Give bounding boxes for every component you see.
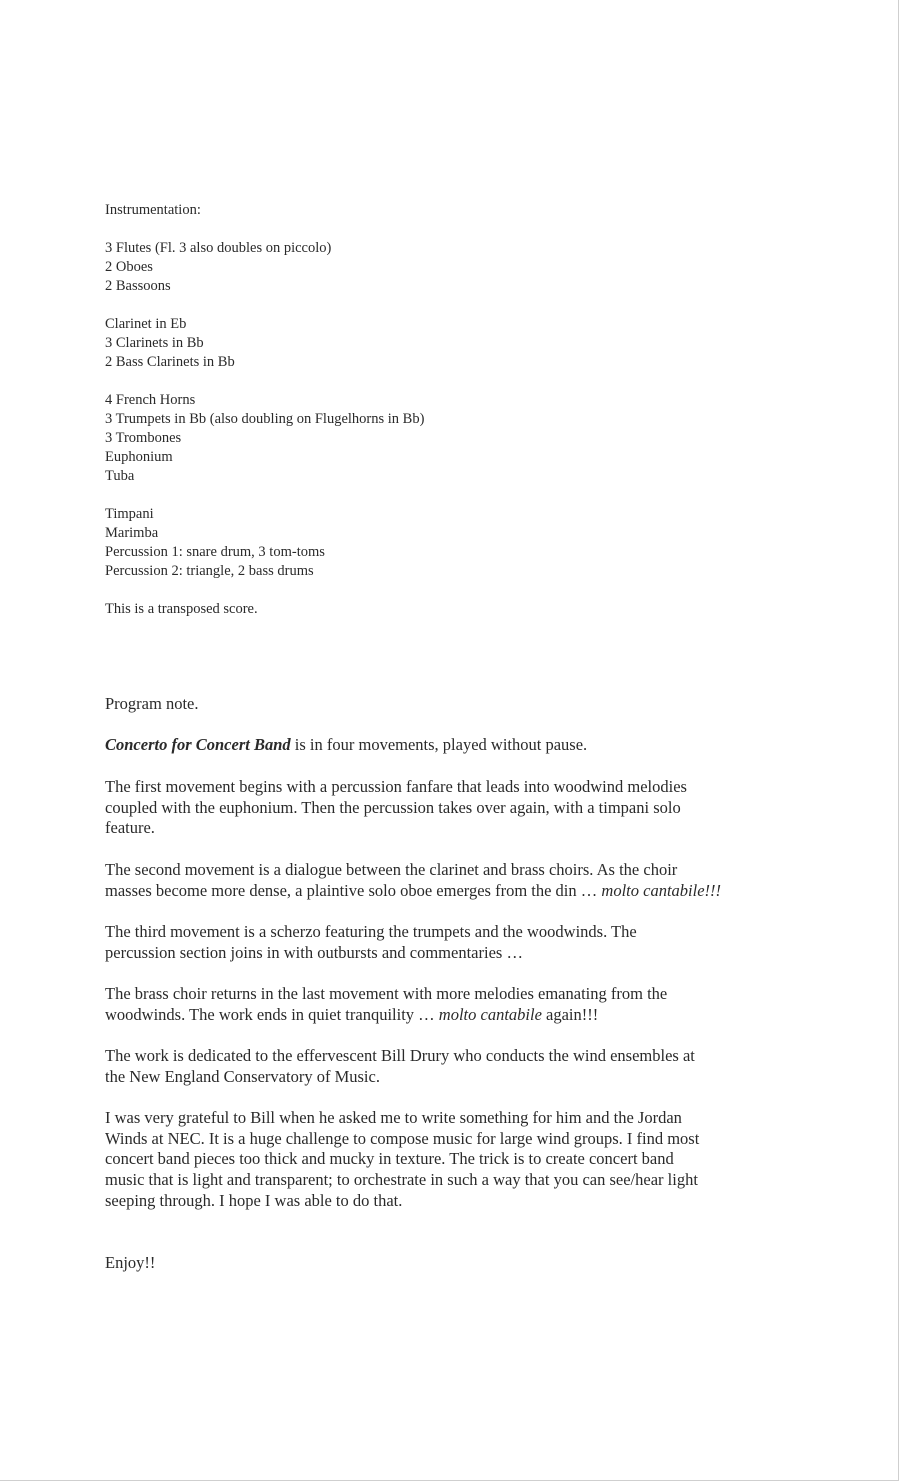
gratitude-paragraph (105, 1108, 699, 1212)
instrument-line: 3 Trombones (105, 430, 182, 446)
movement-4-paragraph (105, 984, 667, 1025)
movement-2-paragraph (105, 860, 721, 901)
brass-group (105, 391, 424, 486)
instrument-line: 3 Flutes (Fl. 3 also doubles on piccolo) (105, 240, 332, 256)
intro-text: is in four movements, played without pause. (290, 735, 588, 754)
dedication-paragraph (105, 1046, 695, 1087)
instrument-line: 3 Clarinets in Bb (105, 335, 204, 351)
percussion-group (105, 505, 325, 581)
score-note: This is a transposed score. (105, 601, 258, 617)
woodwinds-group-2 (105, 315, 235, 372)
woodwinds-group-1 (105, 239, 331, 296)
closing-text: Enjoy!! (105, 1253, 156, 1272)
paragraph-text: masses become more dense, a plaintive solo oboe emerges from the din … (105, 880, 602, 900)
instrument-line: Euphonium (105, 449, 173, 465)
paragraph-text: again!!! (541, 1004, 599, 1024)
paragraph-line: feature. (105, 818, 155, 838)
paragraph-line: percussion section joins in with outbursts and commentaries … (105, 942, 523, 962)
score-note-block (105, 600, 258, 619)
instrument-line: Percussion 1: snare drum, 3 tom-toms (105, 544, 325, 560)
instrument-line: Marimba (105, 525, 159, 541)
paragraph-line: The work is dedicated to the effervescent Bill Drury who conducts the wind ensembles at (105, 1046, 695, 1065)
paragraph-line: The brass choir returns in the last movement with more melodies emanating from the (105, 984, 668, 1003)
instrumentation-heading: Instrumentation: (105, 202, 201, 218)
program-note-heading: Program note. (105, 694, 199, 713)
paragraph-line: The third movement is a scherzo featuring the trumpets and the woodwinds. The (105, 922, 637, 941)
paragraph-line (105, 881, 721, 902)
paragraph-line: Winds at NEC. It is a huge challenge to compose music for large wind groups. I find most (105, 1128, 700, 1148)
paragraph-line: music that is light and transparent; to orchestrate in such a way that you can see/hear light (105, 1170, 698, 1190)
paragraph-line: The first movement begins with a percussion fanfare that leads into woodwind melodies (105, 777, 687, 796)
paragraph-line: seeping through. I hope I was able to do that. (105, 1190, 403, 1210)
instrument-line: 2 Bassoons (105, 278, 171, 294)
program-note-heading-block (105, 694, 198, 715)
movement-1-paragraph (105, 777, 687, 839)
paragraph-text: woodwinds. The work ends in quiet tranquility … (105, 1004, 439, 1024)
instrumentation-heading-block (105, 201, 201, 220)
movement-3-paragraph (105, 922, 637, 963)
intro-paragraph (105, 735, 587, 756)
instrument-line: Timpani (105, 506, 154, 522)
italic-phrase: molto cantabile (438, 1004, 542, 1024)
instrument-line: Clarinet in Eb (105, 316, 187, 332)
instrument-line: 2 Bass Clarinets in Bb (105, 354, 235, 370)
work-title: Concerto for Concert Band (105, 735, 291, 754)
italic-phrase: molto cantabile!!! (601, 880, 721, 900)
closing-block (105, 1253, 155, 1274)
paragraph-line: The second movement is a dialogue between the clarinet and brass choirs. As the choir (105, 860, 678, 879)
paragraph-line: I was very grateful to Bill when he asked me to write something for him and the Jordan (105, 1108, 682, 1127)
paragraph-line: coupled with the euphonium. Then the percussion takes over again, with a timpani solo (105, 797, 681, 817)
paragraph-line: concert band pieces too thick and mucky in texture. The trick is to create concert band (105, 1149, 674, 1169)
instrument-line: Percussion 2: triangle, 2 bass drums (105, 563, 314, 579)
paragraph-line: the New England Conservatory of Music. (105, 1066, 380, 1086)
instrument-line: 2 Oboes (105, 259, 153, 275)
paragraph-line (105, 1005, 667, 1026)
instrument-line: Tuba (105, 468, 135, 484)
instrument-line: 4 French Horns (105, 392, 196, 408)
instrument-line: 3 Trumpets in Bb (also doubling on Flugelhorns in Bb) (105, 411, 425, 427)
